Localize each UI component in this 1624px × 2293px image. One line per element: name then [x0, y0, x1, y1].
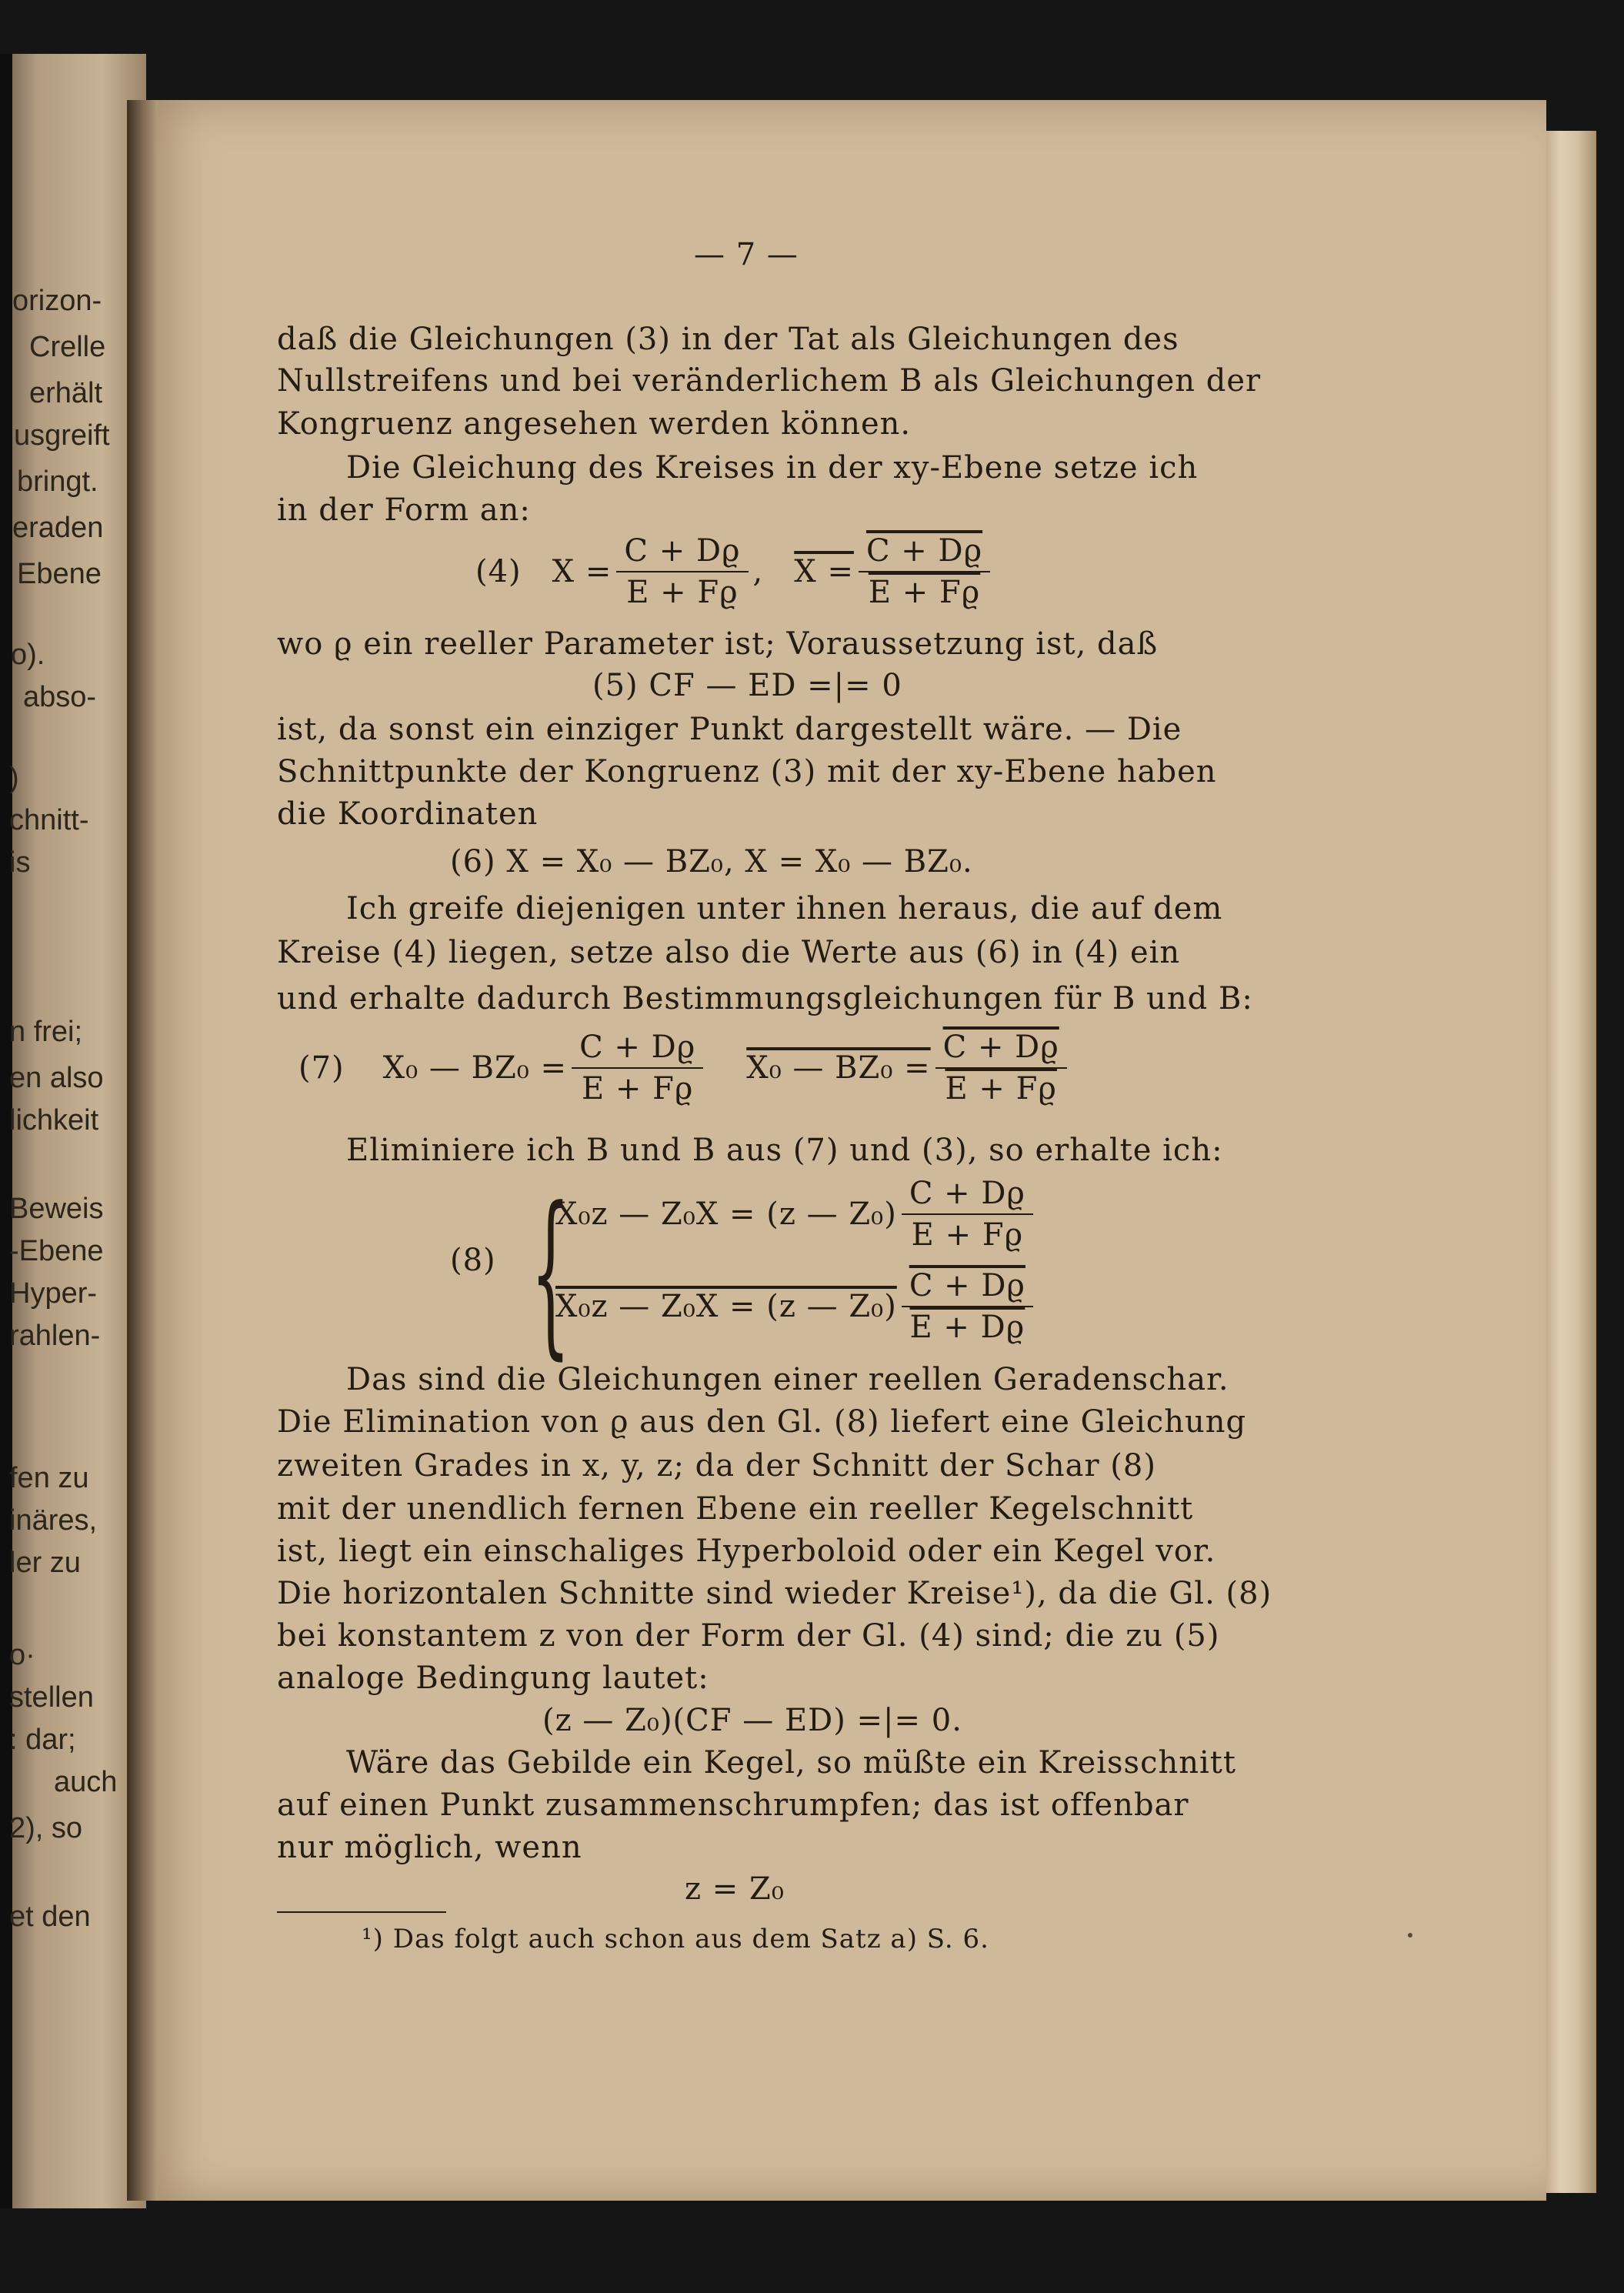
text-line: analoge Bedingung lautet:: [277, 1661, 709, 1696]
equation-lhs-conjugate: X =: [794, 554, 854, 589]
fragment: : dar;: [9, 1724, 76, 1756]
equation-label: (7): [298, 1050, 345, 1086]
fragment: rahlen-: [9, 1320, 101, 1352]
curly-brace: {: [531, 1170, 571, 1376]
numerator: C + Dϱ: [859, 531, 990, 572]
numerator: C + Dϱ: [935, 1027, 1067, 1069]
numerator: C + Dϱ: [616, 531, 748, 572]
fragment: Hyper-: [9, 1277, 98, 1310]
equation-6: (6) X = X₀ — BZ₀, X = X₀ — BZ₀.: [450, 844, 973, 879]
fragment: usgreift: [14, 419, 110, 452]
page-number: — 7 —: [694, 237, 799, 272]
numerator: C + Dϱ: [572, 1027, 703, 1069]
equation-label: (4): [475, 554, 522, 589]
footnote-rule: [277, 1911, 446, 1913]
fragment: o·: [9, 1639, 35, 1671]
speck: [1408, 1933, 1412, 1938]
fragment: Crelle: [29, 331, 106, 363]
fragment: Ebene: [17, 558, 102, 590]
text-line: Die Elimination von ϱ aus den Gl. (8) liefert eine Gleichung: [277, 1404, 1247, 1440]
text-line: Das sind die Gleichungen einer reellen Geradenschar.: [346, 1362, 1229, 1397]
text-line: mit der unendlich fernen Ebene ein reeller Kegelschnitt: [277, 1491, 1194, 1527]
denominator: E + Fϱ: [626, 575, 739, 610]
equation-8-row-1: [555, 1173, 1038, 1255]
fragment: n frei;: [9, 1016, 83, 1048]
fragment: lichkeit: [9, 1104, 99, 1136]
denominator: E + Dϱ: [909, 1310, 1025, 1345]
text-line: Nullstreifens und bei veränderlichem B als Gleichungen der: [277, 363, 1262, 399]
fragment: en also: [9, 1062, 104, 1094]
comma: ,: [752, 554, 764, 589]
fragment: ): [9, 762, 19, 794]
fragment: auch: [54, 1766, 118, 1798]
equation-lhs: X₀ — BZ₀ =: [382, 1050, 568, 1086]
fragment: Beweis: [9, 1193, 104, 1225]
fragment: 2), so: [9, 1812, 83, 1844]
text-line: in der Form an:: [277, 492, 531, 528]
fragment: fen zu: [9, 1462, 89, 1494]
equation-5: (5) CF — ED =|= 0: [592, 668, 902, 703]
fragment: eraden: [12, 512, 104, 544]
fragment: o).: [11, 639, 45, 671]
text-line: und erhalte dadurch Bestimmungsgleichungen für B und B:: [277, 981, 1253, 1016]
text-line: Schnittpunkte der Kongruenz (3) mit der xy-Ebene haben: [277, 754, 1217, 789]
equation-lhs-conjugate: X₀ — BZ₀ =: [746, 1050, 931, 1086]
fragment: et den: [9, 1901, 91, 1933]
numerator: C + Dϱ: [902, 1266, 1033, 1307]
fraction-conjugate: [902, 1266, 1033, 1347]
fragment: erhält: [29, 377, 103, 409]
fragment: ler zu: [9, 1547, 81, 1579]
text-line: die Koordinaten: [277, 796, 539, 832]
text-line: Eliminiere ich B und B aus (7) und (3), so erhalte ich:: [346, 1133, 1223, 1168]
footnote: ¹) Das folgt auch schon aus dem Satz a) S. 6.: [362, 1924, 989, 1954]
fraction: [572, 1027, 703, 1109]
text-line: zweiten Grades in x, y, z; da der Schnitt der Schar (8): [277, 1448, 1156, 1484]
text-line: nur möglich, wenn: [277, 1830, 582, 1865]
text-line: Wäre das Gebilde ein Kegel, so müßte ein Kreisschnitt: [346, 1745, 1236, 1781]
numerator: C + Dϱ: [902, 1173, 1033, 1215]
fragment: orizon-: [12, 285, 102, 317]
fraction: [616, 531, 748, 612]
equation-8-row-2: [555, 1266, 1038, 1347]
text-line: bei konstantem z von der Form der Gl. (4) sind; die zu (5): [277, 1618, 1220, 1654]
equation-row: X₀z — Z₀X = (z — Z₀): [555, 1197, 897, 1232]
equation-lhs: X =: [552, 554, 612, 589]
denominator: E + Fϱ: [581, 1071, 694, 1106]
fragment: chnitt-: [9, 804, 89, 836]
equation-4: [475, 531, 995, 612]
fragment: bringt.: [17, 466, 98, 498]
fragment: -Ebene: [9, 1235, 104, 1267]
text-line: Kongruenz angesehen werden können.: [277, 406, 912, 442]
text-line: wo ϱ ein reeller Parameter ist; Voraussetzung ist, daß: [277, 626, 1159, 662]
fragment: stellen: [9, 1681, 94, 1714]
text-line: ist, liegt ein einschaliges Hyperboloid oder ein Kegel vor.: [277, 1534, 1216, 1569]
fragment: abso-: [23, 681, 97, 713]
denominator: E + Fϱ: [868, 575, 981, 610]
fraction-conjugate: [859, 531, 990, 612]
fragment: inäres,: [9, 1504, 98, 1537]
fraction: [902, 1173, 1033, 1255]
fraction-conjugate: [935, 1027, 1067, 1109]
equation-7: [298, 1027, 1072, 1109]
equation-9: (z — Z₀)(CF — ED) =|= 0.: [542, 1703, 962, 1738]
fragment: is: [9, 846, 31, 879]
denominator: E + Fϱ: [945, 1071, 1057, 1106]
text-line: Die Gleichung des Kreises in der xy-Ebene setze ich: [346, 450, 1199, 486]
text-line: Ich greife diejenigen unter ihnen heraus, die auf dem: [346, 891, 1223, 926]
equation-row: X₀z — Z₀X = (z — Z₀): [555, 1289, 897, 1324]
text-line: ist, da sonst ein einziger Punkt dargestellt wäre. — Die: [277, 712, 1182, 747]
text-line: daß die Gleichungen (3) in der Tat als Gleichungen des: [277, 322, 1179, 357]
text-line: auf einen Punkt zusammenschrumpfen; das ist offenbar: [277, 1787, 1189, 1823]
text-line: Kreise (4) liegen, setze also die Werte aus (6) in (4) ein: [277, 935, 1181, 970]
denominator: E + Fϱ: [911, 1217, 1024, 1253]
equation-10: z = Z₀: [685, 1871, 785, 1907]
equation-label: (8): [450, 1243, 496, 1278]
text-line: Die horizontalen Schnitte sind wieder Kreise¹), da die Gl. (8): [277, 1576, 1272, 1611]
